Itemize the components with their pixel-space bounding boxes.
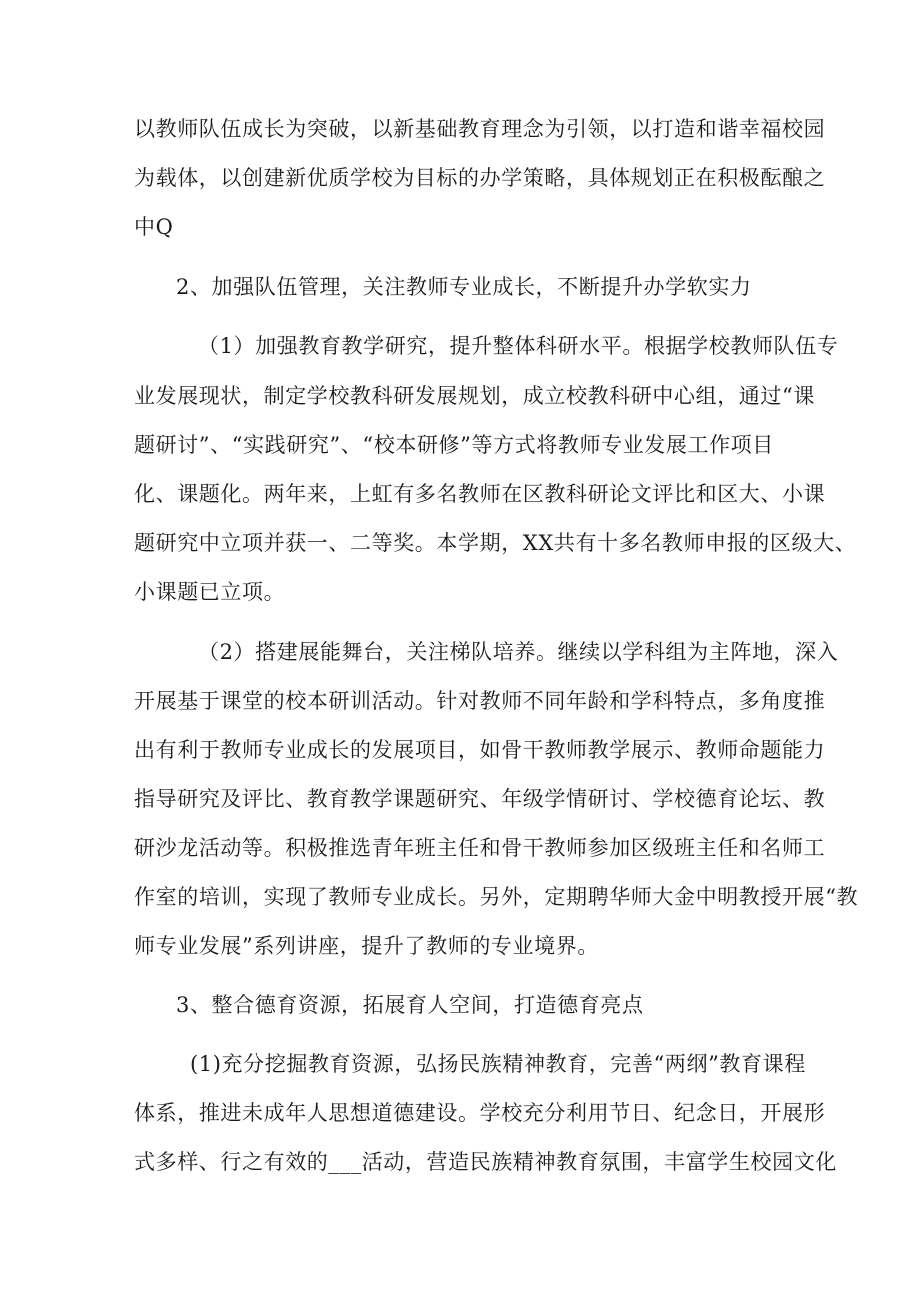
text-line: （1）加强教育教学研究，提升整体科研水平。根据学校教师队伍专 (198, 334, 839, 358)
text-line: 出有利于教师专业成长的发展项目，如骨干教师教学展示、教师命题能力 (134, 738, 826, 762)
text-line: 以教师队伍成长为突破，以新基础教育理念为引领，以打造和谐幸福校园 (134, 117, 826, 141)
text-line: (1)充分挖掘教育资源，弘扬民族精神教育，完善“两纲”教育课程 (190, 1052, 806, 1076)
text-line: 小课题已立项。 (134, 580, 286, 604)
text-line: 为载体，以创建新优质学校为目标的办学策略，具体规划正在积极酝酿之 (134, 166, 826, 190)
text-line: 题研究中立项并获一、二等奖。本学期，XX共有十多名教师申报的区级大、 (134, 531, 857, 555)
text-line: 题研讨”、“实践研究”、“校本研修”等方式将教师专业发展工作项目 (134, 433, 774, 457)
text-line: 开展基于课堂的校本研训活动。针对教师不同年龄和学科特点，多角度推 (134, 689, 826, 713)
text-line: 研沙龙活动等。积极推选青年班主任和骨干教师参加区级班主任和名师工 (134, 836, 826, 860)
text-line: 指导研究及评比、教育教学课题研究、年级学情研讨、学校德育论坛、教 (134, 787, 826, 811)
section-heading: 3、整合德育资源，拓展育人空间，打造德育亮点 (176, 993, 644, 1017)
text-line: 师专业发展”系列讲座，提升了教师的专业境界。 (134, 934, 599, 958)
section-heading: 2、加强队伍管理，关注教师专业成长，不断提升办学软实力 (176, 275, 752, 299)
text-line: 化、课题化。两年来，上虹有多名教师在区教科研论文评比和区大、小课 (134, 482, 826, 506)
text-line: 业发展现状，制定学校教科研发展规划，成立校教科研中心组，通过“课 (134, 384, 815, 408)
text-line: 中Q (134, 215, 174, 239)
text-line: 作室的培训，实现了教师专业成长。另外，定期聘华师大金中明教授开展“教 (134, 885, 859, 909)
text-line: 式多样、行之有效的___活动，营造民族精神教育氛围，丰富学生校园文化 (134, 1150, 837, 1174)
text-line: 体系，推进未成年人思想道德建设。学校充分利用节日、纪念日，开展形 (134, 1101, 826, 1125)
text-line: （2）搭建展能舞台，关注梯队培养。继续以学科组为主阵地，深入 (198, 640, 839, 664)
